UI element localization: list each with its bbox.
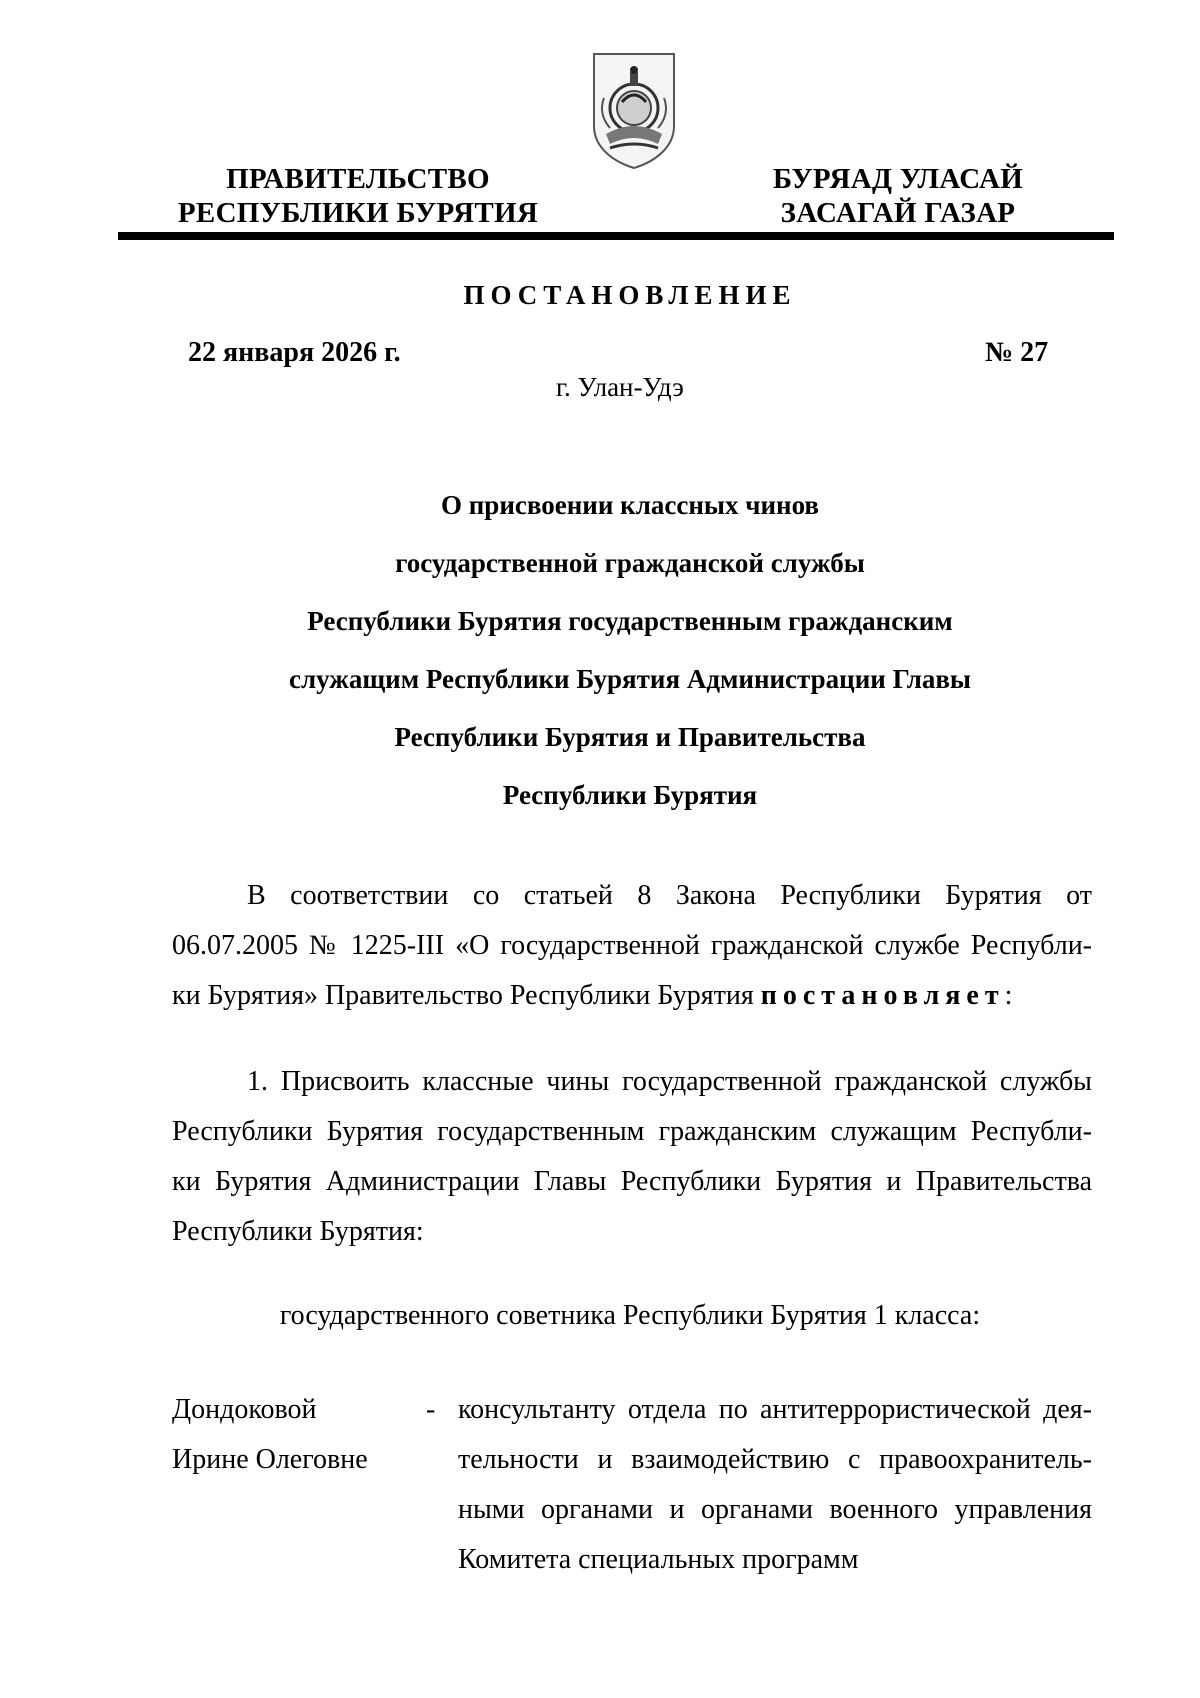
document-number: № 27 — [985, 337, 1049, 368]
document-title — [200, 488, 1060, 836]
appointee-position — [458, 1392, 1092, 1592]
header-left-line1: ПРАВИТЕЛЬСТВО — [226, 163, 490, 195]
position-line: Комитета специальных программ — [458, 1544, 859, 1575]
clause-line: ки Бурятия Администрации Главы Республики Бурятия и Правительства — [172, 1166, 1092, 1197]
header-left-line2: РЕСПУБЛИКИ БУРЯТИЯ — [177, 197, 539, 229]
header-right — [748, 162, 1048, 230]
clause-line: Республики Бурятия: — [172, 1216, 424, 1247]
document-type: ПОСТАНОВЛЕНИЕ — [463, 280, 797, 310]
title-line: Республики Бурятия — [502, 780, 758, 810]
preamble-line — [172, 978, 1092, 1028]
preamble-line3-text: ки Бурятия» Правительство Республики Бурятия — [172, 980, 761, 1011]
title-line: О присвоении классных чинов — [441, 490, 819, 520]
position-line: тельности и взаимодействию с правоохранитель- — [458, 1444, 1092, 1475]
preamble-line: 06.07.2005 № 1225-III «О государственной гражданской службе Республи- — [172, 930, 1092, 961]
resolves-keyword: постановляет — [760, 980, 1005, 1011]
title-line: государственной гражданской службы — [395, 548, 865, 578]
document-date: 22 января 2026 г. — [188, 337, 401, 368]
appointee-name — [172, 1392, 368, 1492]
appointee-given-names: Ирине Олеговне — [172, 1444, 368, 1475]
rank-heading: государственного советника Республики Бурятия 1 класса: — [279, 1300, 981, 1331]
preamble-paragraph — [172, 878, 1092, 1028]
preamble-line: В соответствии со статьей 8 Закона Республики Бурятия от — [247, 880, 1092, 911]
title-line: Республики Бурятия и Правительства — [394, 722, 866, 752]
position-line: консультанту отдела по антитеррористической дея- — [458, 1394, 1092, 1425]
document-place: г. Улан-Удэ — [556, 372, 684, 402]
coat-of-arms-icon — [588, 48, 680, 172]
clause-line: Республики Бурятия государственным гражданским служащим Республи- — [172, 1116, 1092, 1147]
clause-line: 1. Присвоить классные чины государственной гражданской службы — [247, 1066, 1092, 1097]
header-right-line2: ЗАСАГАЙ ГАЗАР — [780, 197, 1016, 229]
appointee-separator: - — [426, 1394, 436, 1425]
appointee-surname: Дондоковой — [172, 1394, 317, 1425]
title-line: Республики Бурятия государственным гражданским — [307, 606, 953, 636]
header-left — [168, 162, 548, 230]
position-line: ными органами и органами военного управления — [458, 1494, 1092, 1525]
header-divider — [118, 232, 1114, 240]
header-right-line1: БУРЯАД УЛАСАЙ — [772, 163, 1024, 195]
clause-1 — [172, 1064, 1092, 1264]
title-line: служащим Республики Бурятия Администрации Главы — [288, 664, 972, 694]
preamble-colon: : — [1004, 980, 1013, 1011]
